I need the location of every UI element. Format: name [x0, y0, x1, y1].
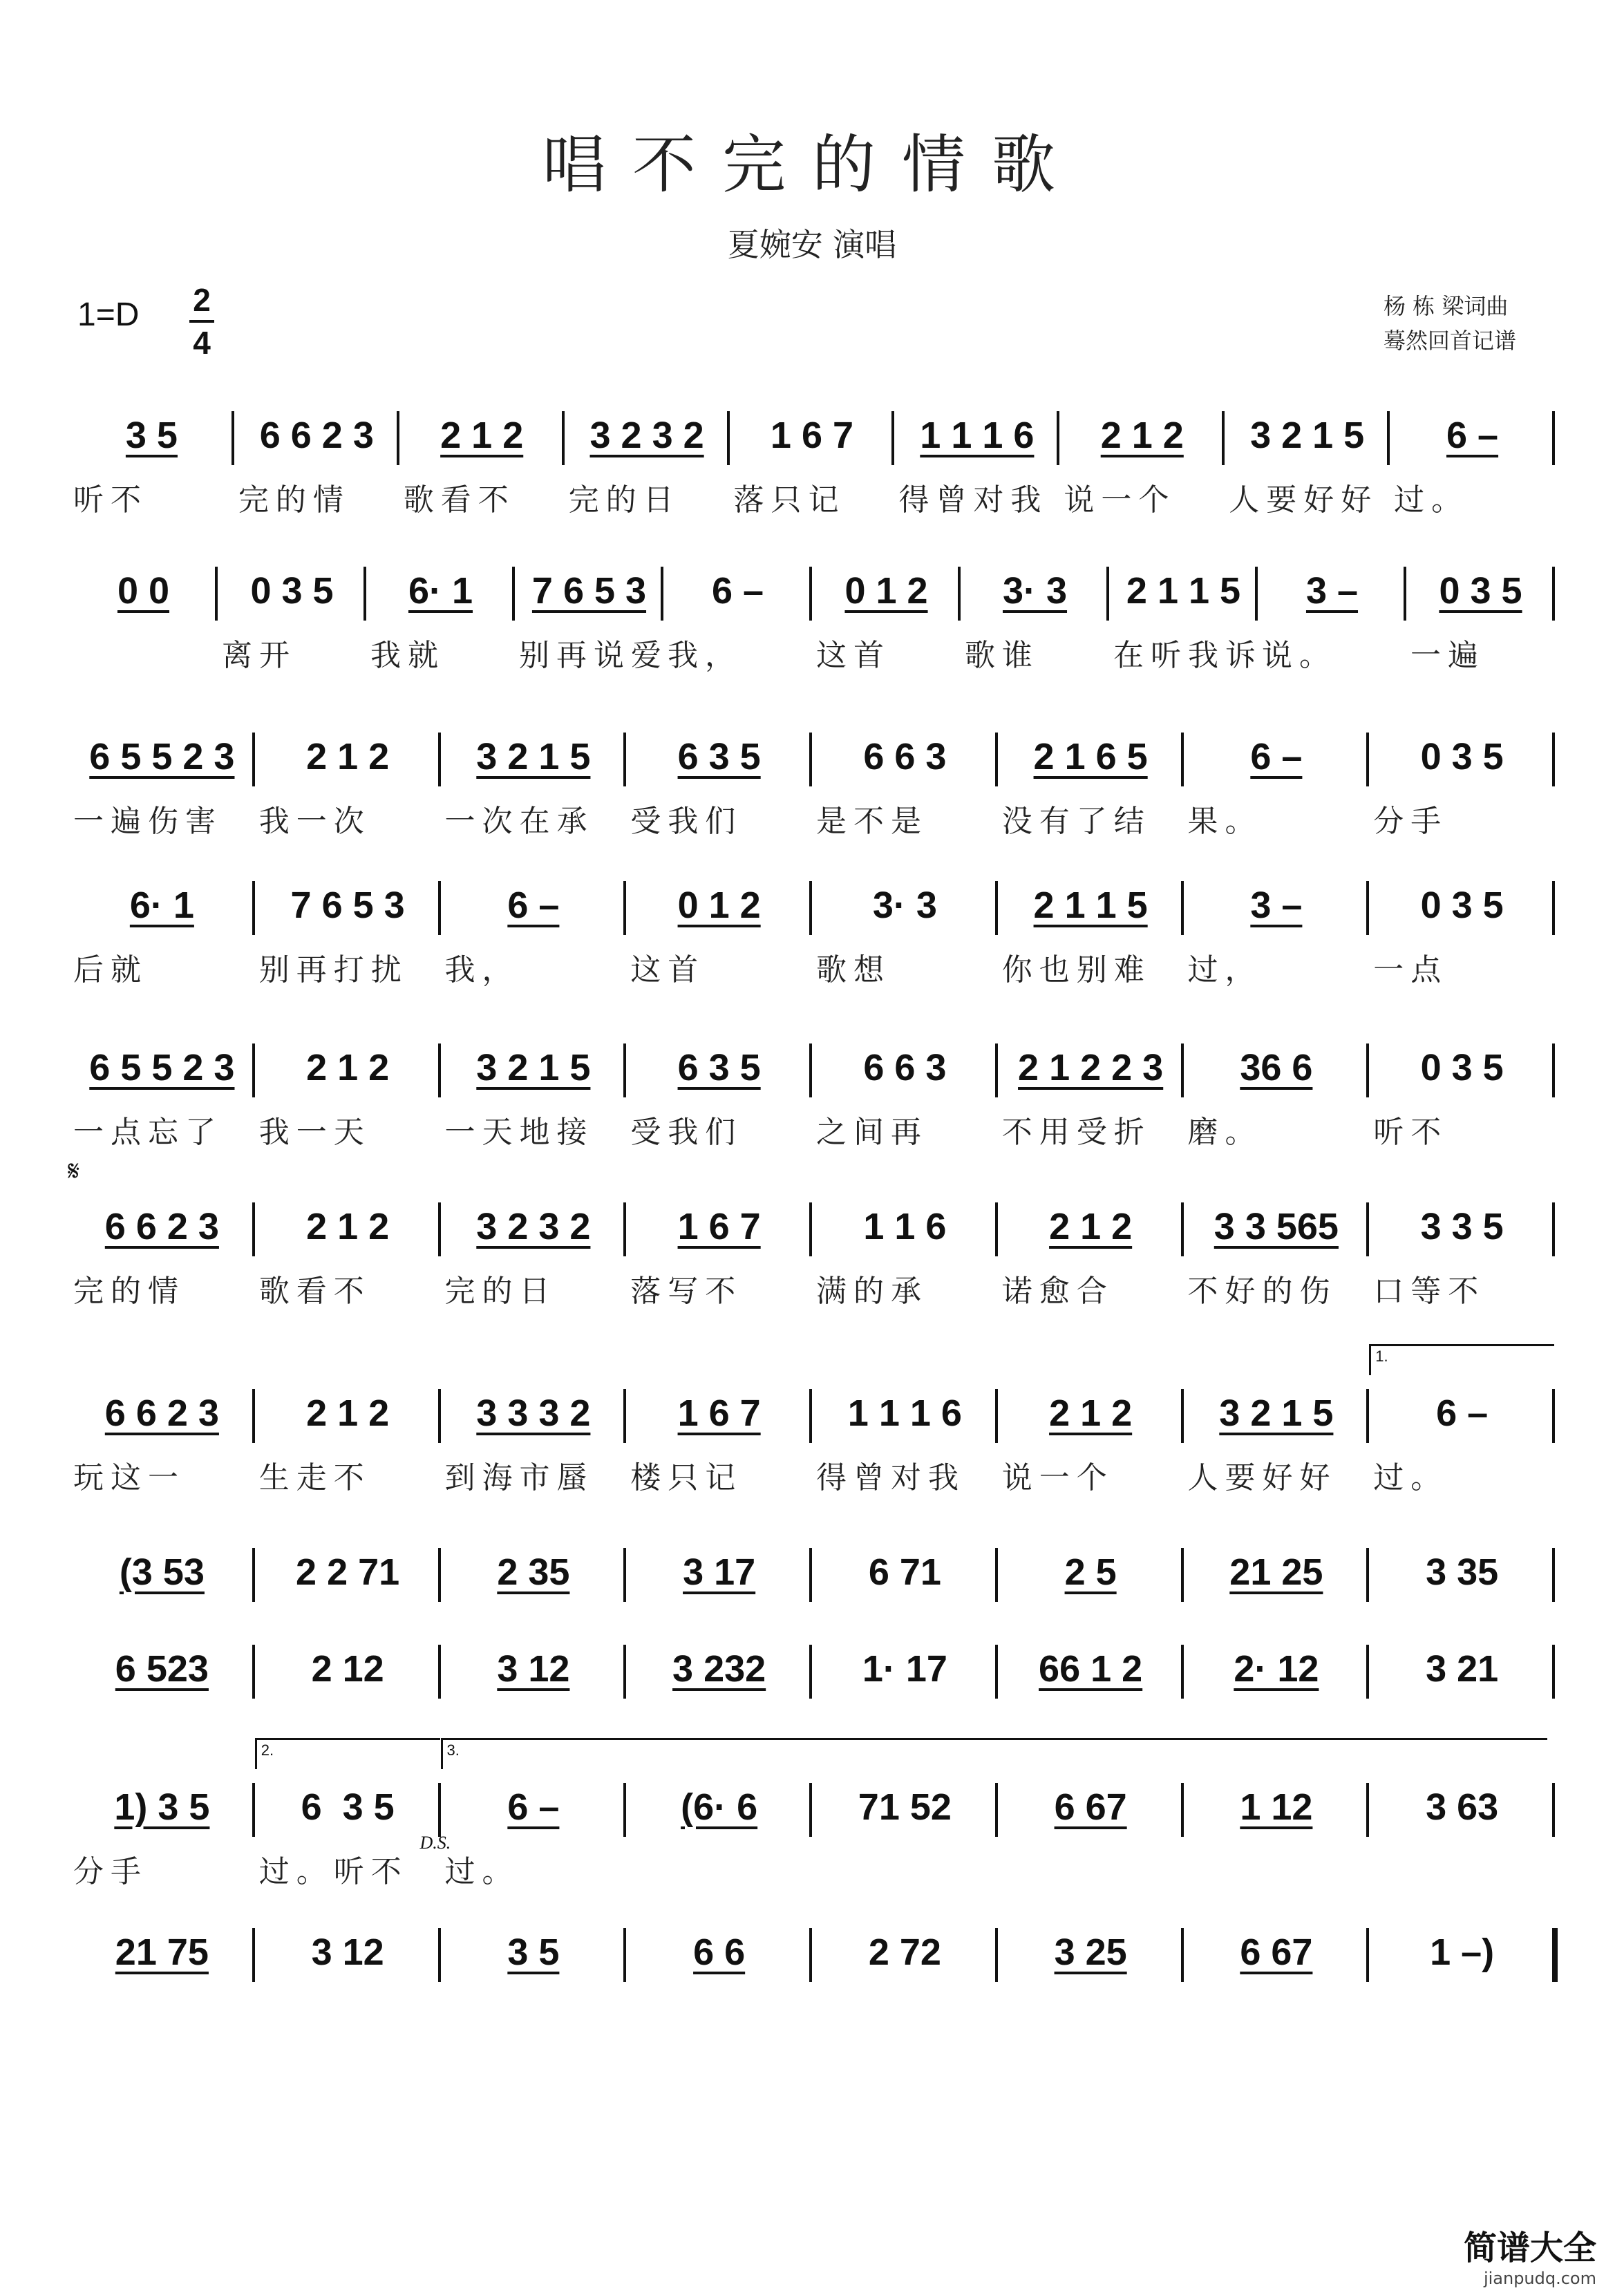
measure-notes: 3 2 3 2	[589, 415, 704, 456]
measure-notes: 3· 3	[1002, 570, 1068, 612]
notes-row	[69, 1769, 1555, 1845]
measure-notes: 71 52	[858, 1786, 952, 1828]
measure-notes: 2 1 2	[1100, 415, 1184, 456]
measure-notes: 3 –	[1305, 570, 1359, 612]
score-line-11	[69, 1914, 1555, 2073]
lyric-syllables: 楼只记	[630, 1460, 743, 1495]
measure-notes: 21 75	[115, 1932, 209, 1973]
barline	[1552, 733, 1555, 786]
lyric-syllables: 过。	[1373, 1460, 1448, 1495]
measure	[812, 1769, 998, 1845]
lyric-syllables: 分手	[73, 1854, 148, 1889]
measure	[255, 1914, 441, 1990]
lyric-syllables: 完的情	[238, 482, 350, 518]
song-title: 唱不完的情歌	[542, 128, 1082, 202]
measure	[998, 1534, 1184, 1610]
lyric-syllables: 人要好好	[1187, 1460, 1337, 1495]
measure-notes: 2 2 71	[296, 1551, 400, 1593]
measure	[69, 1030, 255, 1106]
lyric-syllables: 生走不	[258, 1460, 371, 1495]
measure	[441, 1769, 627, 1845]
measure	[730, 397, 895, 473]
measure	[441, 1030, 627, 1106]
measure-notes: 6 3 5	[677, 736, 761, 777]
measure	[1059, 397, 1225, 473]
measure	[255, 1534, 441, 1610]
measure	[69, 1769, 255, 1845]
measure	[255, 719, 441, 795]
segno-sign: 𝄋	[68, 1155, 80, 1187]
measure	[1369, 1769, 1555, 1845]
measure-notes: 2 1 2	[306, 1392, 390, 1434]
measure-notes: 0 0	[117, 570, 170, 612]
measure-notes: 1 6 7	[770, 415, 854, 456]
measure	[441, 1914, 627, 1990]
measure	[961, 553, 1109, 629]
measure	[1369, 1375, 1555, 1451]
measure	[626, 1030, 812, 1106]
measure-notes: 3 63	[1426, 1786, 1499, 1828]
measure-notes: 2 1 1 5	[1033, 885, 1148, 926]
lyrics-row	[69, 475, 1555, 530]
lyrics-row	[69, 630, 1555, 686]
lyrics-row	[69, 1992, 1555, 2047]
lyric-syllables: 得曾对我	[816, 1460, 965, 1495]
measure	[565, 397, 730, 473]
measure	[812, 1189, 998, 1265]
lyrics-row	[69, 945, 1555, 1000]
lyric-syllables: 说一个	[1001, 1460, 1114, 1495]
measure-notes: 1 6 7	[677, 1392, 761, 1434]
dal-segno-mark: D.S.	[419, 1833, 451, 1853]
notes-row	[69, 719, 1555, 795]
measure	[998, 719, 1184, 795]
measure	[812, 719, 998, 795]
measure	[1184, 1375, 1370, 1451]
lyric-syllables: 我就	[370, 638, 445, 673]
measure	[812, 1914, 998, 1990]
lyric-syllables: 这首	[816, 638, 891, 673]
measure	[812, 1534, 998, 1610]
measure	[1184, 719, 1370, 795]
measure-notes: 0 1 2	[677, 885, 761, 926]
measure-notes: 6 5 5 2 3	[89, 736, 235, 777]
score-line-1	[69, 397, 1555, 556]
score-line-3	[69, 719, 1555, 878]
measure	[626, 1534, 812, 1610]
measure-notes: 0 3 5	[1439, 570, 1522, 612]
lyric-syllables: 在听我诉	[1113, 638, 1263, 673]
lyric-syllables: 完的日	[444, 1274, 557, 1309]
notes-row	[69, 1375, 1555, 1451]
measure	[1390, 397, 1555, 473]
measure-notes: 0 3 5	[250, 570, 334, 612]
lyric-syllables: 一遍	[1410, 638, 1485, 673]
lyric-syllables: 我一天	[258, 1115, 371, 1150]
notes-row	[69, 1631, 1555, 1707]
volta-3: 3.	[441, 1738, 1548, 1769]
measure	[812, 553, 961, 629]
score-line-10	[69, 1741, 1555, 1928]
score-line-7	[69, 1348, 1555, 1534]
measure	[1184, 1631, 1370, 1707]
measure	[441, 1189, 627, 1265]
measure-notes: 1 6 7	[677, 1206, 761, 1247]
measure-notes: 1 –)	[1430, 1932, 1495, 1973]
measure-notes: 6 71	[868, 1551, 941, 1593]
lyric-syllables: 完的日	[568, 482, 681, 518]
lyric-syllables: 没有了结	[1001, 804, 1151, 839]
measure-notes: 3 3 3 2	[476, 1392, 591, 1434]
measure	[1406, 553, 1555, 629]
measure-notes: 36 6	[1240, 1047, 1313, 1088]
score-line-2	[69, 553, 1555, 712]
measure-notes: 0 1 2	[844, 570, 928, 612]
footer-brand: 简谱大全	[1463, 2229, 1596, 2267]
measure-notes: (3 53	[119, 1551, 205, 1593]
measure	[399, 397, 565, 473]
measure-notes: 6 5 5 2 3	[89, 1047, 235, 1088]
measure-notes: 6 3 5	[301, 1786, 395, 1828]
measure	[1369, 1631, 1555, 1707]
measure-notes: 6 6 2 3	[104, 1392, 219, 1434]
measure	[626, 1375, 812, 1451]
measure-notes: 1 1 1 6	[920, 415, 1035, 456]
lyric-syllables: 过。	[444, 1854, 520, 1889]
measure	[1369, 1534, 1555, 1610]
time-sig-bottom: 4	[193, 325, 211, 361]
measure-notes: 3 5	[507, 1932, 560, 1973]
lyric-syllables: 歌谁	[965, 638, 1039, 673]
measure-notes: 2 1 2	[1049, 1206, 1133, 1247]
measure	[218, 553, 366, 629]
measure	[812, 1631, 998, 1707]
measure-notes: 2 1 2	[1049, 1392, 1133, 1434]
measure	[69, 719, 255, 795]
measure	[441, 1631, 627, 1707]
lyric-syllables: 一点忘了	[73, 1115, 223, 1150]
lyric-syllables: 一天地接	[444, 1115, 594, 1150]
lyric-syllables: 歌看不	[258, 1274, 371, 1309]
measure-notes: 6· 1	[408, 570, 473, 612]
measure-notes: 7 6 5 3	[290, 885, 405, 926]
measure	[663, 553, 812, 629]
measure-notes: 0 3 5	[1420, 1047, 1504, 1088]
measure	[255, 1375, 441, 1451]
measure	[366, 553, 515, 629]
lyric-syllables: 一点	[1373, 952, 1448, 988]
lyrics-row	[69, 1266, 1555, 1321]
measure-notes: 6 6	[693, 1932, 746, 1973]
measure	[812, 1375, 998, 1451]
measure	[69, 1914, 255, 1990]
measure-notes: 6 –	[711, 570, 764, 612]
barline	[1552, 567, 1555, 621]
measure	[626, 1631, 812, 1707]
credit-lyrics-composer: 杨 栋 梁词曲	[1384, 293, 1509, 319]
measure	[998, 867, 1184, 943]
measure-notes: 6 –	[1250, 736, 1303, 777]
measure-notes: 1 1 1 6	[847, 1392, 962, 1434]
measure	[1184, 1189, 1370, 1265]
barline	[1552, 1645, 1555, 1699]
measure-notes: 3 3 565	[1214, 1206, 1339, 1247]
measure-notes: 0 3 5	[1420, 736, 1504, 777]
measure	[812, 867, 998, 943]
lyric-syllables: 我一次	[258, 804, 371, 839]
measure-notes: 2· 12	[1234, 1648, 1319, 1690]
measure-notes: 2 5	[1064, 1551, 1117, 1593]
measure-notes: 2 1 2	[306, 1047, 390, 1088]
lyric-syllables: 说一个	[1064, 482, 1176, 518]
measure	[1184, 1769, 1370, 1845]
measure-notes: 6 6 2 3	[259, 415, 374, 456]
measure	[998, 1631, 1184, 1707]
lyric-syllables: 诺愈合	[1001, 1274, 1114, 1309]
lyric-syllables: 过，	[1187, 952, 1263, 988]
measure-notes: 1) 3 5	[114, 1786, 210, 1828]
lyric-syllables: 一遍伤害	[73, 804, 223, 839]
measure-notes: 3 35	[1426, 1551, 1499, 1593]
lyrics-row	[69, 1453, 1555, 1508]
measure-notes: 6 –	[1436, 1392, 1489, 1434]
lyric-syllables: 分手	[1373, 804, 1448, 839]
lyric-syllables: 受我们	[630, 804, 743, 839]
measure	[626, 719, 812, 795]
measure-notes: 2 1 2	[440, 415, 524, 456]
volta-2: 2.	[255, 1738, 440, 1769]
measure	[1258, 553, 1406, 629]
lyric-syllables: 得曾对我	[898, 482, 1048, 518]
lyric-syllables: 落只记	[733, 482, 846, 518]
measure-notes: (6· 6	[681, 1786, 758, 1828]
lyric-syllables: 果。	[1187, 804, 1263, 839]
measure-notes: 6· 1	[129, 885, 194, 926]
measure	[441, 1375, 627, 1451]
lyric-syllables: 你也别难	[1001, 952, 1151, 988]
barline	[1552, 1202, 1555, 1256]
footer-site: jianpudq.com	[1483, 2269, 1596, 2288]
lyric-syllables: 别再打扰	[258, 952, 408, 988]
measure-notes: 6 –	[507, 1786, 560, 1828]
measure-notes: 2 1 2	[306, 1206, 390, 1247]
measure-notes: 7 6 5 3	[531, 570, 647, 612]
measure	[998, 1030, 1184, 1106]
lyric-syllables: 落写不	[630, 1274, 743, 1309]
barline	[1552, 1548, 1555, 1602]
measure-notes: 6 67	[1240, 1932, 1313, 1973]
measure-notes: 3· 3	[872, 885, 937, 926]
measure	[1184, 1030, 1370, 1106]
measure	[1369, 1030, 1555, 1106]
lyrics-row	[69, 796, 1555, 851]
lyric-syllables: 我，	[668, 638, 742, 673]
measure-notes: 6 6 3	[863, 1047, 947, 1088]
notes-row	[69, 1534, 1555, 1610]
lyric-syllables: 玩这一	[73, 1460, 185, 1495]
measure-notes: 2 12	[311, 1648, 384, 1690]
measure	[998, 1375, 1184, 1451]
measure	[1369, 719, 1555, 795]
measure	[1184, 867, 1370, 943]
measure	[69, 553, 218, 629]
measure-notes: 3 12	[311, 1932, 384, 1973]
measure-notes: 2 1 6 5	[1033, 736, 1148, 777]
measure	[998, 1769, 1184, 1845]
measure	[1184, 1914, 1370, 1990]
measure-notes: 6 523	[115, 1648, 209, 1690]
measure-notes: 3 2 1 5	[1250, 415, 1365, 456]
measure	[69, 1631, 255, 1707]
measure	[1369, 1914, 1555, 1990]
measure-notes: 3 232	[672, 1648, 766, 1690]
measure	[626, 1914, 812, 1990]
measure-notes: 6 –	[507, 885, 560, 926]
performer: 夏婉安 演唱	[727, 226, 897, 263]
measure	[234, 397, 399, 473]
barline	[1552, 411, 1555, 465]
score-line-4	[69, 867, 1555, 1026]
notes-row	[69, 867, 1555, 943]
measure	[255, 1189, 441, 1265]
measure-notes: 2 1 2 2 3	[1018, 1047, 1164, 1088]
measure-notes: 0 3 5	[1420, 885, 1504, 926]
measure	[69, 867, 255, 943]
measure-notes: 3 2 3 2	[476, 1206, 591, 1247]
measure-notes: 1· 17	[862, 1648, 947, 1690]
time-signature	[188, 280, 216, 363]
barline	[1552, 881, 1555, 935]
lyric-syllables: 歌想	[816, 952, 891, 988]
lyric-syllables: 说。	[1262, 638, 1337, 673]
measure	[1369, 867, 1555, 943]
volta-1: 1.	[1369, 1344, 1554, 1375]
measure	[515, 553, 663, 629]
measure	[998, 1189, 1184, 1265]
notes-row	[69, 397, 1555, 473]
lyric-syllables: 满的承	[816, 1274, 928, 1309]
lyric-syllables: 我，	[444, 952, 520, 988]
barline	[1552, 1389, 1555, 1443]
measure-notes: 3 3 5	[1420, 1206, 1504, 1247]
barline	[1552, 1783, 1555, 1837]
lyric-syllables: 歌看不	[403, 482, 516, 518]
measure	[69, 397, 234, 473]
measure-notes: 3 2 1 5	[1219, 1392, 1334, 1434]
lyric-syllables: 离开	[222, 638, 296, 673]
measure	[441, 1534, 627, 1610]
measure-notes: 6 6 3	[863, 736, 947, 777]
measure	[69, 1189, 255, 1265]
barline	[1552, 1928, 1558, 1982]
measure-notes: 1 1 6	[863, 1206, 947, 1247]
measure-notes: 3 2 1 5	[476, 736, 591, 777]
measure	[255, 1631, 441, 1707]
lyric-syllables: 之间再	[816, 1115, 928, 1150]
lyric-syllables: 这首	[630, 952, 706, 988]
measure-notes: 2 1 1 5	[1126, 570, 1241, 612]
score-line-5	[69, 1030, 1555, 1189]
credit-transcriber: 蓦然回首记谱	[1384, 328, 1517, 354]
barline	[1552, 1043, 1555, 1097]
time-sig-top: 2	[193, 282, 211, 318]
lyric-syllables: 后就	[73, 952, 148, 988]
measure-notes: 3 2 1 5	[476, 1047, 591, 1088]
notes-row	[69, 1030, 1555, 1106]
notes-row	[69, 1914, 1555, 1990]
lyric-syllables: 口等不	[1373, 1274, 1486, 1309]
measure	[626, 1769, 812, 1845]
lyrics-row	[69, 1107, 1555, 1162]
measure-notes: 2 1 2	[306, 736, 390, 777]
measure	[1184, 1534, 1370, 1610]
lyric-syllables: 听不	[1373, 1115, 1448, 1150]
key-signature: 1=D	[77, 296, 140, 333]
measure	[255, 1030, 441, 1106]
lyric-syllables: 磨。	[1187, 1115, 1263, 1150]
measure-notes: 6 67	[1054, 1786, 1127, 1828]
lyric-syllables: 不用受折	[1001, 1115, 1151, 1150]
measure-notes: 6 3 5	[677, 1047, 761, 1088]
lyric-syllables: 受我们	[630, 1115, 743, 1150]
measure-notes: 66 1 2	[1039, 1648, 1143, 1690]
notes-row	[69, 1189, 1555, 1265]
notes-row	[69, 553, 1555, 629]
measure	[1369, 1189, 1555, 1265]
lyric-syllables: 到海市蜃	[444, 1460, 594, 1495]
measure	[894, 397, 1059, 473]
measure-notes: 3 25	[1054, 1932, 1127, 1973]
measure	[441, 719, 627, 795]
footer-logo	[1464, 2221, 1596, 2288]
measure	[69, 1375, 255, 1451]
measure-notes: 3 –	[1250, 885, 1303, 926]
measure	[998, 1914, 1184, 1990]
measure	[1225, 397, 1390, 473]
lyric-syllables: 是不是	[816, 804, 928, 839]
measure	[812, 1030, 998, 1106]
measure	[1109, 553, 1258, 629]
measure	[255, 1769, 441, 1845]
lyric-syllables: 过。	[1394, 482, 1469, 518]
lyric-syllables: 听不	[73, 482, 148, 518]
measure-notes: 3 21	[1426, 1648, 1499, 1690]
lyric-syllables: 完的情	[73, 1274, 185, 1309]
measure-notes: 2 35	[497, 1551, 570, 1593]
measure-notes: 6 6 2 3	[104, 1206, 219, 1247]
measure	[626, 1189, 812, 1265]
measure	[441, 867, 627, 943]
score-line-6	[68, 1155, 1555, 1348]
measure	[626, 867, 812, 943]
measure-notes: 3 5	[125, 415, 178, 456]
measure-notes: 3 17	[683, 1551, 756, 1593]
lyric-syllables: 一次在承	[444, 804, 594, 839]
lyric-syllables: 人要好好	[1229, 482, 1379, 518]
lyric-syllables: 不好的伤	[1187, 1274, 1337, 1309]
lyric-syllables: 过。听不	[258, 1854, 408, 1889]
measure-notes: 6 –	[1446, 415, 1499, 456]
measure-notes: 1 12	[1240, 1786, 1313, 1828]
measure-notes: 2 72	[868, 1932, 941, 1973]
measure	[69, 1534, 255, 1610]
lyrics-row	[69, 1847, 1555, 1902]
measure	[255, 867, 441, 943]
lyric-syllables: 别再说爱	[519, 638, 668, 673]
measure-notes: 21 25	[1229, 1551, 1323, 1593]
measure-notes: 3 12	[497, 1648, 570, 1690]
